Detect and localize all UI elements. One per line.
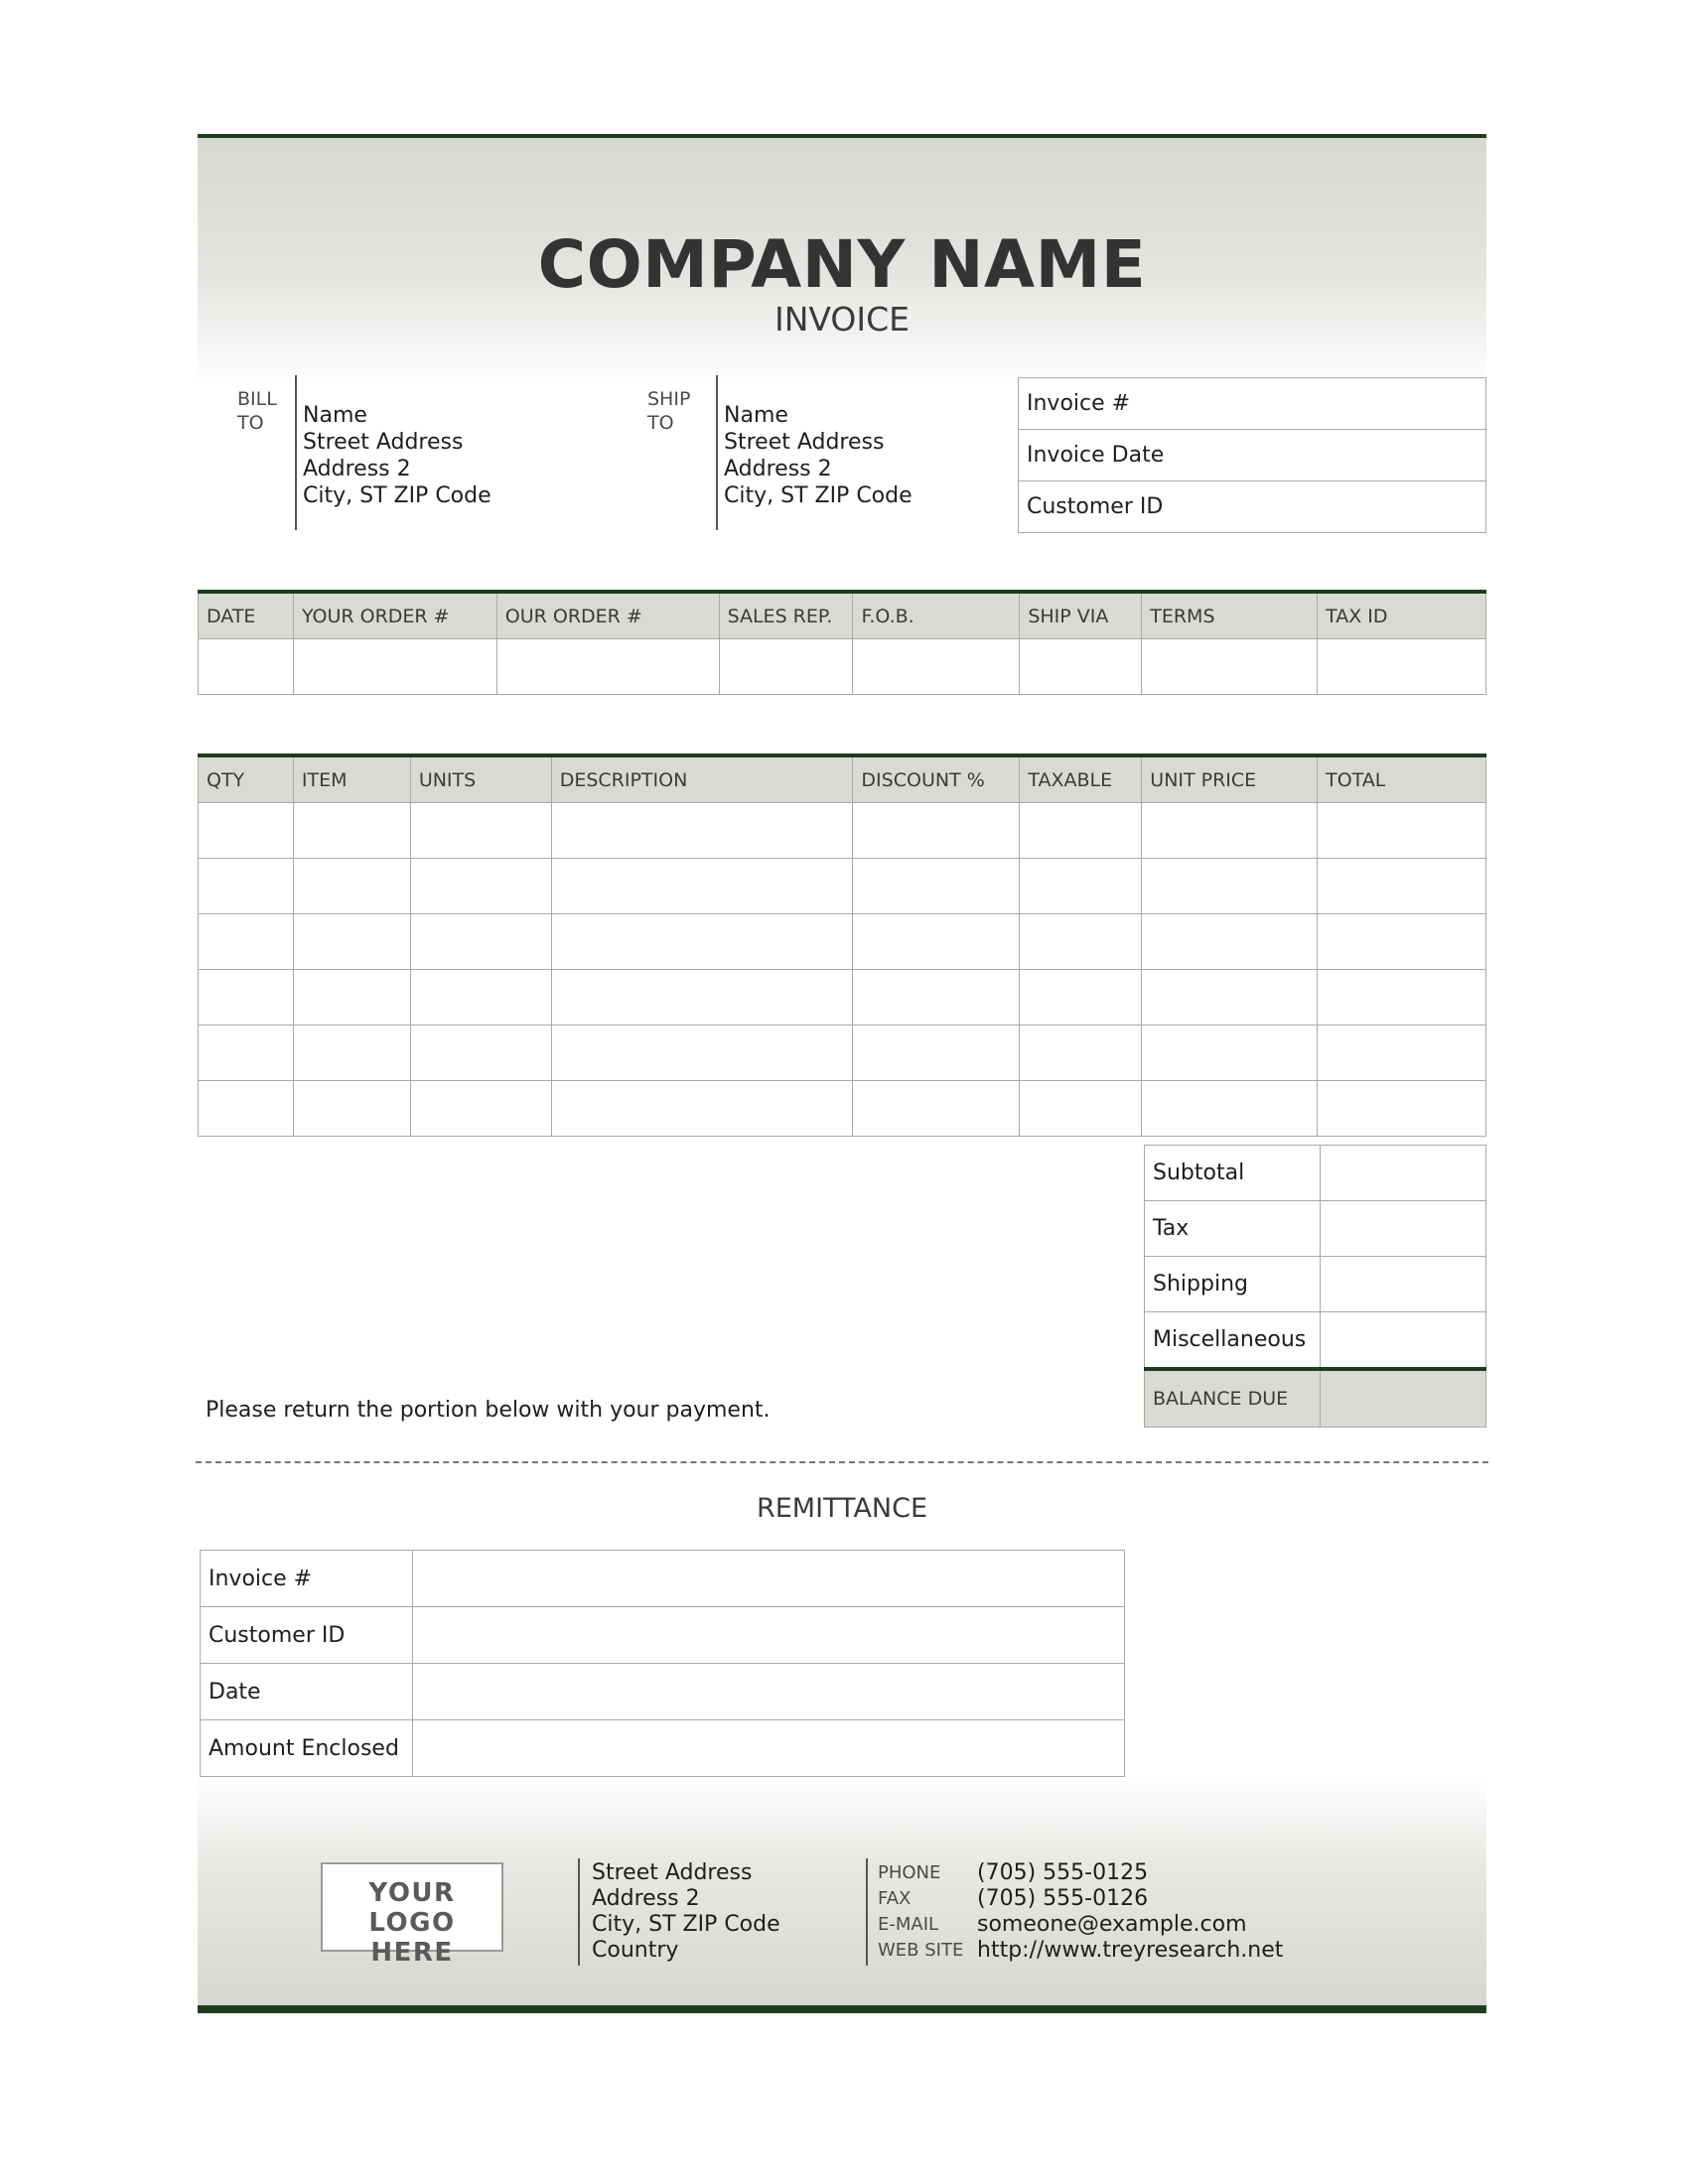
balance-due-value[interactable]	[1320, 1369, 1485, 1428]
qty-cell[interactable]	[199, 1081, 294, 1137]
units-cell[interactable]	[410, 914, 551, 970]
unit-price-cell[interactable]	[1142, 914, 1318, 970]
item-cell[interactable]	[293, 1025, 410, 1081]
bill-to-address	[295, 402, 492, 509]
qty-cell[interactable]	[199, 803, 294, 859]
item-cell[interactable]	[293, 1081, 410, 1137]
remit-date-label: Date	[201, 1664, 413, 1720]
footer-divider-2	[866, 1858, 868, 1966]
total-cell[interactable]	[1318, 970, 1486, 1025]
remit-amount-field[interactable]	[412, 1720, 1124, 1777]
terms-cell[interactable]	[1142, 639, 1318, 695]
invoice-date-field[interactable]: Invoice Date	[1019, 430, 1486, 481]
remit-customer-id-field[interactable]	[412, 1607, 1124, 1664]
units-cell[interactable]	[410, 803, 551, 859]
footer-address2: Address 2	[592, 1886, 700, 1911]
description-cell[interactable]	[551, 1025, 853, 1081]
footer-divider-1	[578, 1858, 580, 1966]
units-cell[interactable]	[410, 970, 551, 1025]
logo-text-line2: HERE	[370, 1938, 454, 1968]
discount-cell[interactable]	[853, 859, 1020, 914]
ship-to-name: Name	[724, 403, 788, 428]
subtotal-value[interactable]	[1320, 1146, 1485, 1201]
taxable-cell[interactable]	[1020, 1081, 1142, 1137]
line-item-row	[199, 1025, 1486, 1081]
line-item-row	[199, 914, 1486, 970]
description-cell[interactable]	[551, 914, 853, 970]
taxable-cell[interactable]	[1020, 859, 1142, 914]
col-description: DESCRIPTION	[551, 755, 853, 803]
total-cell[interactable]	[1318, 859, 1486, 914]
tax-id-cell[interactable]	[1318, 639, 1486, 695]
bill-to-label	[237, 387, 277, 435]
bill-to-address2: Address 2	[303, 457, 411, 481]
remit-invoice-label: Invoice #	[201, 1551, 413, 1607]
summary-table	[1144, 1145, 1486, 1428]
qty-cell[interactable]	[199, 1025, 294, 1081]
shipping-label: Shipping	[1145, 1257, 1321, 1312]
contact-values	[977, 1860, 1283, 1964]
bill-to-city: City, ST ZIP Code	[303, 483, 492, 508]
footer-address	[592, 1860, 780, 1964]
order-date-cell[interactable]	[199, 639, 294, 695]
sales-rep-cell[interactable]	[719, 639, 853, 695]
ship-to-label	[647, 387, 690, 435]
item-cell[interactable]	[293, 914, 410, 970]
col-sales-rep: SALES REP.	[719, 592, 853, 639]
col-taxable: TAXABLE	[1020, 755, 1142, 803]
ship-to-street: Street Address	[724, 430, 885, 455]
line-items-table	[198, 753, 1486, 1137]
balance-due-label: BALANCE DUE	[1145, 1369, 1321, 1428]
unit-price-cell[interactable]	[1142, 803, 1318, 859]
col-ship-via: SHIP VIA	[1020, 592, 1142, 639]
item-cell[interactable]	[293, 970, 410, 1025]
return-note: Please return the portion below with your payment.	[206, 1398, 771, 1423]
item-cell[interactable]	[293, 859, 410, 914]
bill-to-label-line1: BILL	[237, 388, 277, 410]
col-fob: F.O.B.	[853, 592, 1020, 639]
logo-placeholder	[321, 1862, 503, 1968]
total-cell[interactable]	[1318, 914, 1486, 970]
website-link[interactable]: http://www.treyresearch.net	[977, 1938, 1284, 1963]
discount-cell[interactable]	[853, 1025, 1020, 1081]
order-info-table	[198, 590, 1486, 695]
company-name: COMPANY NAME	[537, 226, 1147, 303]
col-unit-price: UNIT PRICE	[1142, 755, 1318, 803]
taxable-cell[interactable]	[1020, 803, 1142, 859]
ship-via-cell[interactable]	[1020, 639, 1142, 695]
logo-text-line1: YOUR LOGO	[368, 1878, 456, 1938]
col-item: ITEM	[293, 755, 410, 803]
taxable-cell[interactable]	[1020, 970, 1142, 1025]
qty-cell[interactable]	[199, 859, 294, 914]
miscellaneous-label: Miscellaneous	[1145, 1312, 1321, 1370]
footer-street: Street Address	[592, 1860, 753, 1885]
email-value[interactable]: someone@example.com	[977, 1912, 1247, 1937]
customer-id-field[interactable]: Customer ID	[1019, 481, 1486, 533]
description-cell[interactable]	[551, 859, 853, 914]
line-item-row	[199, 970, 1486, 1025]
col-discount: DISCOUNT %	[853, 755, 1020, 803]
ship-to-label-line1: SHIP	[647, 388, 691, 410]
ship-to-city: City, ST ZIP Code	[724, 483, 913, 508]
total-cell[interactable]	[1318, 1081, 1486, 1137]
phone-label: PHONE	[878, 1862, 941, 1883]
invoice-meta-table	[1018, 377, 1486, 533]
units-cell[interactable]	[410, 1025, 551, 1081]
our-order-cell[interactable]	[496, 639, 719, 695]
col-our-order: OUR ORDER #	[496, 592, 719, 639]
qty-cell[interactable]	[199, 914, 294, 970]
remit-customer-id-label: Customer ID	[201, 1607, 413, 1664]
col-your-order: YOUR ORDER #	[293, 592, 496, 639]
fax-value: (705) 555-0126	[977, 1886, 1149, 1911]
remittance-title: REMITTANCE	[756, 1493, 928, 1524]
miscellaneous-value[interactable]	[1320, 1312, 1485, 1370]
unit-price-cell[interactable]	[1142, 859, 1318, 914]
total-cell[interactable]	[1318, 803, 1486, 859]
invoice-title: INVOICE	[774, 300, 910, 339]
footer-country: Country	[592, 1938, 679, 1963]
footer-city: City, ST ZIP Code	[592, 1912, 780, 1937]
fob-cell[interactable]	[853, 639, 1020, 695]
contact-labels	[878, 1860, 963, 1964]
col-qty: QTY	[199, 755, 294, 803]
invoice-number-field[interactable]: Invoice #	[1019, 378, 1486, 430]
line-item-row	[199, 803, 1486, 859]
discount-cell[interactable]	[853, 1081, 1020, 1137]
item-cell[interactable]	[293, 803, 410, 859]
unit-price-cell[interactable]	[1142, 1025, 1318, 1081]
phone-value: (705) 555-0125	[977, 1860, 1149, 1885]
ship-to-label-line2: TO	[647, 412, 674, 434]
description-cell[interactable]	[551, 970, 853, 1025]
units-cell[interactable]	[410, 1081, 551, 1137]
line-item-row	[199, 1081, 1486, 1137]
discount-cell[interactable]	[853, 970, 1020, 1025]
tear-line	[196, 1461, 1488, 1463]
email-label: E-MAIL	[878, 1914, 939, 1935]
taxable-cell[interactable]	[1020, 914, 1142, 970]
remit-invoice-field[interactable]	[412, 1551, 1124, 1607]
remittance-table	[200, 1550, 1125, 1777]
total-cell[interactable]	[1318, 1025, 1486, 1081]
units-cell[interactable]	[410, 859, 551, 914]
unit-price-cell[interactable]	[1142, 970, 1318, 1025]
ship-to-address2: Address 2	[724, 457, 832, 481]
col-units: UNITS	[410, 755, 551, 803]
your-order-cell[interactable]	[293, 639, 496, 695]
fax-label: FAX	[878, 1888, 912, 1909]
qty-cell[interactable]	[199, 970, 294, 1025]
col-date: DATE	[199, 592, 294, 639]
bill-to-name: Name	[303, 403, 367, 428]
taxable-cell[interactable]	[1020, 1025, 1142, 1081]
tax-value[interactable]	[1320, 1201, 1485, 1257]
bill-to-street: Street Address	[303, 430, 464, 455]
tax-label: Tax	[1145, 1201, 1321, 1257]
discount-cell[interactable]	[853, 914, 1020, 970]
col-total: TOTAL	[1318, 755, 1486, 803]
website-label: WEB SITE	[878, 1940, 964, 1961]
discount-cell[interactable]	[853, 803, 1020, 859]
unit-price-cell[interactable]	[1142, 1081, 1318, 1137]
remit-date-field[interactable]	[412, 1664, 1124, 1720]
bill-to-label-line2: TO	[237, 412, 264, 434]
ship-to-address	[716, 402, 913, 509]
remit-amount-label: Amount Enclosed	[201, 1720, 413, 1777]
description-cell[interactable]	[551, 803, 853, 859]
subtotal-label: Subtotal	[1145, 1146, 1321, 1201]
shipping-value[interactable]	[1320, 1257, 1485, 1312]
col-tax-id: TAX ID	[1318, 592, 1486, 639]
line-item-row	[199, 859, 1486, 914]
col-terms: TERMS	[1142, 592, 1318, 639]
description-cell[interactable]	[551, 1081, 853, 1137]
